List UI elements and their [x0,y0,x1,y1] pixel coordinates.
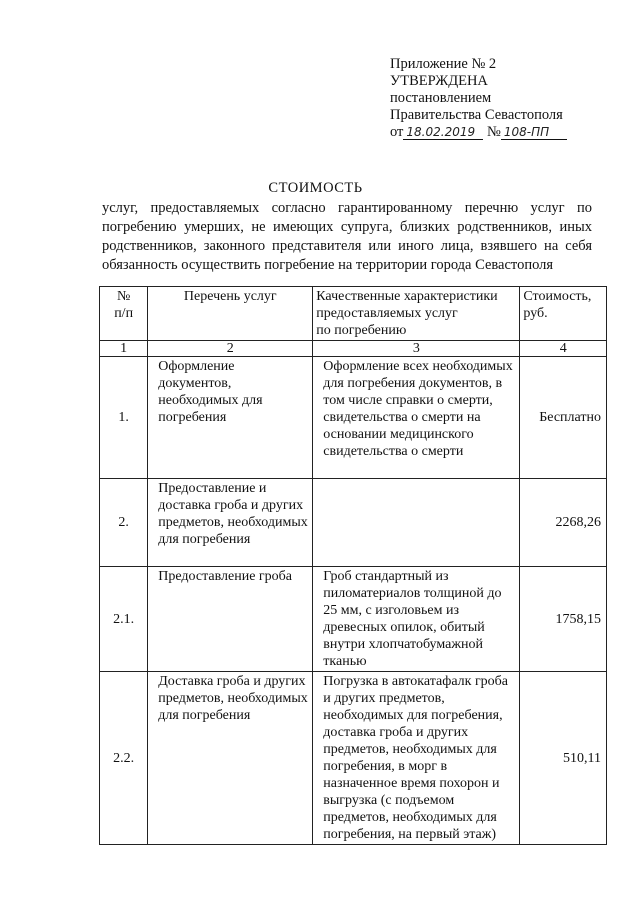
date-number-line [390,124,620,141]
row-cost: Бесплатно [520,357,607,479]
cost-table [99,286,607,845]
table-row [100,567,607,672]
row-service: Предоставление гроба [148,567,313,672]
index-row [100,341,607,357]
appendix-number: Приложение № 2 [390,56,497,72]
row-num: 2.2. [100,672,148,845]
row-service: Доставка гроба и других предметов, необходимых для погребения [148,672,313,845]
table-row [100,357,607,479]
row-num: 2. [100,479,148,567]
index-cell: 1 [100,341,148,357]
date-value: 18.02.2019 [403,126,483,140]
row-num: 1. [100,357,148,479]
row-characteristics: Гроб стандартный из пиломатериалов толщиной до 25 мм, с изголовьем из древесных опилок, обитый внутри хлопчатобумажной тканью [313,567,520,672]
date-prefix: от [390,124,404,140]
number-prefix: № [487,124,501,140]
row-service: Оформление документов, необходимых для погребения [148,357,313,479]
resolution-label: постановлением [390,90,492,106]
row-characteristics [313,479,520,567]
header-num: № п/п [100,287,148,341]
row-num: 2.1. [100,567,148,672]
table-header-row [100,287,607,341]
table-row [100,479,607,567]
document-title: СТОИМОСТЬ [268,180,363,196]
table-row [100,672,607,845]
row-cost: 1758,15 [520,567,607,672]
index-cell: 3 [313,341,520,357]
approved-label: УТВЕРЖДЕНА [390,73,488,89]
row-characteristics: Погрузка в автокатафалк гроба и других предметов, необходимых для погребения, доставка гроба и других предметов, необходимых для погребения, в морг в назначенное время похорон и выгрузка (с подъемом предметов, необходимых для погребения, на первый этаж) [313,672,520,845]
header-service: Перечень услуг [148,287,313,341]
government-label: Правительства Севастополя [390,107,563,123]
document-intro: услуг, предоставляемых согласно гарантированному перечню услуг по погребению умерших, не имеющих супруга, близких родственников, иных родственников, законного представителя или иного лица, взявшего на себя обязанность осуществить погребение на территории города Севастополя [102,200,592,273]
row-cost: 510,11 [520,672,607,845]
index-cell: 4 [520,341,607,357]
number-value: 108-ПП [501,126,567,140]
header-cost: Стоимость, руб. [520,287,607,341]
row-characteristics: Оформление всех необходимых для погребения документов, в том числе справки о смерти, свидетельства о смерти на основании медицинского свидетельства о смерти [313,357,520,479]
index-cell: 2 [148,341,313,357]
header-characteristics: Качественные характеристики предоставляемых услуг по погребению [313,287,520,341]
appendix-block [390,56,620,141]
row-service: Предоставление и доставка гроба и других предметов, необходимых для погребения [148,479,313,567]
row-cost: 2268,26 [520,479,607,567]
